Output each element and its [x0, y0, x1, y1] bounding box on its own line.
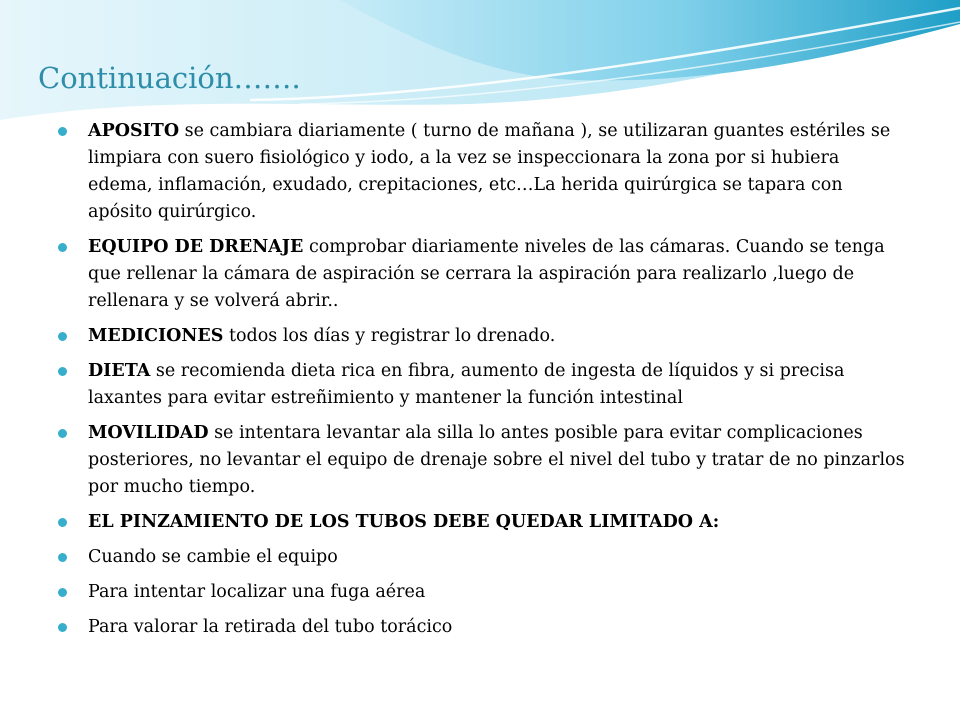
bullet-dot-icon	[58, 553, 67, 562]
bullet-text: se intentara levantar ala silla lo antes posible para evitar complicaciones posteriores, no levantar el equipo de drenaje sobre el nivel del tubo y tratar de no pinzarlos por mucho tiempo.	[88, 423, 905, 497]
bullet-dot-icon	[58, 588, 67, 597]
bullet-dot-icon	[58, 623, 67, 632]
bullet-keyword: MEDICIONES	[88, 326, 224, 346]
bullet-keyword: MOVILIDAD	[88, 423, 209, 443]
bullet-text: Para intentar localizar una fuga aérea	[88, 582, 426, 602]
bullet-list	[58, 118, 906, 649]
bullet-dot-icon	[58, 367, 67, 376]
bullet-text: Para valorar la retirada del tubo torácico	[88, 617, 453, 637]
bullet-dot-icon	[58, 127, 67, 136]
bullet-dot-icon	[58, 518, 67, 527]
bullet-item	[58, 323, 906, 350]
slide-title: Continuación…….	[38, 61, 301, 95]
bullet-text: Cuando se cambie el equipo	[88, 547, 338, 567]
bullet-text: comprobar diariamente niveles de las cámaras. Cuando se tenga que rellenar la cámara de aspiración se cerrara la aspiración para realizarlo ,luego de rellenara y se volverá abrir..	[88, 237, 885, 311]
bullet-item	[58, 509, 906, 536]
bullet-keyword: EL PINZAMIENTO DE LOS TUBOS DEBE QUEDAR LIMITADO A:	[88, 512, 720, 532]
bullet-text: se recomienda dieta rica en fibra, aumento de ingesta de líquidos y si precisa laxantes para evitar estreñimiento y mantener la función intestinal	[88, 361, 845, 408]
bullet-item	[58, 118, 906, 226]
bullet-keyword: DIETA	[88, 361, 151, 381]
bullet-text: todos los días y registrar lo drenado.	[223, 326, 556, 346]
bullet-item	[58, 420, 906, 501]
bullet-item	[58, 544, 906, 571]
bullet-dot-icon	[58, 332, 67, 341]
bullet-dot-icon	[58, 429, 67, 438]
bullet-keyword: APOSITO	[88, 121, 180, 141]
bullet-keyword: EQUIPO DE DRENAJE	[88, 237, 304, 257]
bullet-item	[58, 234, 906, 315]
bullet-item	[58, 579, 906, 606]
bullet-text: se cambiara diariamente ( turno de mañana ), se utilizaran guantes estériles se limpiara con suero fisiológico y iodo, a la vez se inspeccionara la zona por si hubiera edema, inflamación, exudado, crepitaciones, etc…La herida quirúrgica se tapara con apósito quirúrgico.	[88, 121, 891, 222]
bullet-item	[58, 358, 906, 412]
bullet-item	[58, 614, 906, 641]
bullet-dot-icon	[58, 243, 67, 252]
